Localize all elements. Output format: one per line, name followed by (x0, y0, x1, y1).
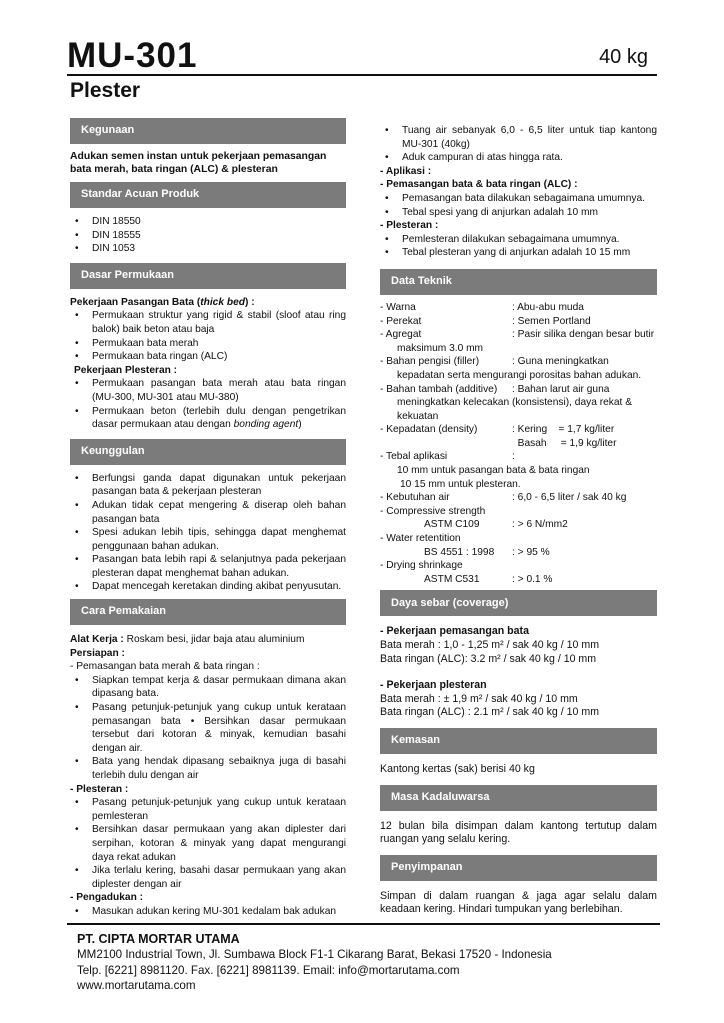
company-name: PT. CIPTA MORTAR UTAMA (77, 932, 240, 946)
pemasangan-label: - Pemasangan bata & bata ringan (ALC) : (380, 179, 578, 191)
daya-sebar: - Pekerjaan pemasangan bata Bata merah : 1,0 - 1,25 m² / sak 40 kg / 10 mm Bata ringan (ALC): 3.2 m² / sak 40 kg / 10 mm - Pekerjaan plesteran Bata merah : ± 1,9 m² / sak 40 kg / 10 mm Bata ringan (ALC) : 2.1 m² / sak 40 kg / 10 mm (380, 625, 600, 719)
pengadukan-cont-list (380, 124, 657, 165)
company-address: MM2100 Industrial Town, Jl. Sumbawa Block F1-1 Cikarang Barat, Bekasi 17520 - Indonesia (77, 948, 552, 962)
plesteran-label: - Plesteran : (70, 783, 129, 795)
aplikasi-plesteran-label: - Plesteran : (380, 220, 439, 232)
list-item: • Pasang petunjuk-petunjuk yang cukup untuk kerataan pemlesteran (70, 796, 346, 823)
list-item: • Spesi adukan lebih tipis, sehingga dapat menghemat penggunaan bahan adukan. (70, 526, 346, 553)
footer-divider (67, 923, 660, 925)
product-code: MU-301 (67, 36, 198, 75)
list-item: • Permukaan struktur yang rigid & stabil (sloof atau ring balok) baik beton atau baja (70, 309, 346, 336)
section-heading-keunggulan: Keunggulan (70, 439, 346, 465)
footer (77, 932, 552, 994)
list-item: • Aduk campuran di atas hingga rata. (380, 151, 657, 165)
keunggulan-list (70, 472, 346, 594)
list-item: • Adukan tidak cepat mengering & diserap oleh bahan pasangan bata (70, 499, 346, 526)
product-title: Plester (70, 79, 141, 102)
list-item: • Permukaan pasangan bata merah atau bata ringan (MU-300, MU-301 atau MU-380) (70, 377, 346, 404)
section-heading-teknik: Data Teknik (380, 269, 657, 295)
list-item: • Tebal plesteran yang di anjurkan adalah 10 15 mm (380, 246, 657, 260)
dasar-sub2-list (70, 377, 346, 431)
dasar-sub2: Pekerjaan Plesteran : (74, 364, 178, 376)
section-heading-kemasan: Kemasan (380, 728, 657, 754)
company-contact: Telp. [6221] 8981120. Fax. [6221] 8981139. Email: info@mortarutama.com (77, 963, 460, 977)
section-heading-masa: Masa Kadaluwarsa (380, 785, 657, 811)
list-item: • Pemasangan bata dilakukan sebagaimana umumnya. (380, 192, 657, 206)
list-item: • Tuang air sebanyak 6,0 - 6,5 liter untuk tiap kantong MU-301 (40kg) (380, 124, 657, 151)
masa-text: 12 bulan bila disimpan dalam kantong tertutup dalam ruangan yang selalu kering. (380, 819, 657, 846)
list-item: • DIN 18555 (70, 229, 346, 243)
kemasan-text: Kantong kertas (sak) berisi 40 kg (380, 762, 535, 775)
persiapan-list (70, 674, 346, 783)
section-heading-kegunaan: Kegunaan (70, 118, 346, 144)
list-item: • Tebal spesi yang di anjurkan adalah 10 mm (380, 206, 657, 220)
list-item: • Dapat mencegah keretakan dinding akibat penyusutan. (70, 580, 346, 594)
penyimpanan-text: Simpan di dalam ruangan & jaga agar selalu dalam keadaan kering. Hindari tumpukan yang berlebihan. (380, 889, 657, 916)
section-heading-daya: Daya sebar (coverage) (380, 590, 657, 616)
pengadukan-list (70, 905, 346, 919)
section-heading-dasar: Dasar Permukaan (70, 263, 346, 289)
standar-list (70, 215, 346, 256)
list-item: • Permukaan beton (terlebih dulu dengan pengetrikan dasar permukaan atau dengan bonding agent) (70, 405, 346, 432)
list-item: • Bata yang hendak dipasang sebaiknya juga di basahi terlebih dulu dengan air (70, 755, 346, 782)
list-item: • Siapkan tempat kerja & dasar permukaan dimana akan dipasang bata. (70, 674, 346, 701)
list-item: • DIN 18550 (70, 215, 346, 229)
persiapan-sub: - Pemasangan bata merah & bata ringan : (70, 661, 260, 673)
list-item: • Pasang petunjuk-petunjuk yang cukup untuk kerataan pemasangan bata • Bersihkan dasar permukaan tersebut dari kotoran & minyak, kemudian basahi dengan air. (70, 701, 346, 755)
list-item: • Masukan adukan kering MU-301 kedalam bak adukan (70, 905, 346, 919)
list-item: • Bersihkan dasar permukaan yang akan diplester dari serpihan, kotoran & minyak yang dapat mengurangi daya rekat adukan (70, 823, 346, 864)
product-weight: 40 kg (599, 46, 648, 68)
right-column (380, 118, 657, 917)
pemasangan-list (380, 192, 657, 219)
pengadukan-label: - Pengadukan : (70, 892, 144, 904)
dasar-sub1: Pekerjaan Pasangan Bata (thick bed) : (70, 296, 255, 308)
list-item: • Jika terlalu kering, basahi dasar permukaan yang akan diplester dengan air (70, 864, 346, 891)
company-website[interactable]: www.mortarutama.com (77, 979, 196, 993)
list-item: • DIN 1053 (70, 242, 346, 256)
dasar-sub1-list (70, 309, 346, 363)
data-teknik: - Warna : Abu-abu muda - Perekat : Semen Portland - Agregat : Pasir silika dengan besar butir maksimum 3.0 mm - Bahan pengisi (filler) : Guna meningkatkan kepadatan serta mengurangi porositas bahan adukan. - Bahan tambah (additive) : Bahan larut air guna meningkatkan kelecakan (konsistensi), daya rekat & kekuatan - Kepadatan (density) : Kering = 1,7 kg/liter Basah = 1,9 kg/liter - Tebal aplikasi : 10 mm untuk pasangan bata & bata ringan 10 15 mm untuk plesteran. - Kebutuhan air : 6,0 - 6,5 liter / sak 40 kg - Compressive strength ASTM C109 : > 6 N/mm2 - Water retentition BS 4551 : 1998 : > 95 % - Drying shrinkage ASTM C531 : > 0.1 % (380, 301, 655, 585)
list-item: • Berfungsi ganda dapat digunakan untuk pekerjaan pasangan bata & pekerjaan plesteran (70, 472, 346, 499)
header-divider (67, 74, 657, 76)
list-item: • Pemlesteran dilakukan sebagaimana umumnya. (380, 233, 657, 247)
left-column (70, 118, 346, 919)
section-heading-penyimpanan: Penyimpanan (380, 855, 657, 881)
section-heading-standar: Standar Acuan Produk (70, 182, 346, 208)
list-item: • Pasangan bata lebih rapi & selanjutnya pada pekerjaan plesteran dapat menghemat bahan adukan. (70, 553, 346, 580)
section-heading-cara: Cara Pemakaian (70, 599, 346, 625)
plesteran-list (70, 796, 346, 891)
list-item: • Permukaan bata merah (70, 337, 346, 351)
persiapan-label: Persiapan : (70, 647, 125, 659)
kegunaan-text: Adukan semen instan untuk pekerjaan pemasangan bata merah, bata ringan (ALC) & plesteran (70, 151, 327, 175)
alat-kerja: Alat Kerja : Roskam besi, jidar baja atau aluminium (70, 634, 305, 646)
list-item: • Permukaan bata ringan (ALC) (70, 350, 346, 364)
aplikasi-plesteran-list (380, 233, 657, 260)
aplikasi-label: - Aplikasi : (380, 165, 432, 177)
